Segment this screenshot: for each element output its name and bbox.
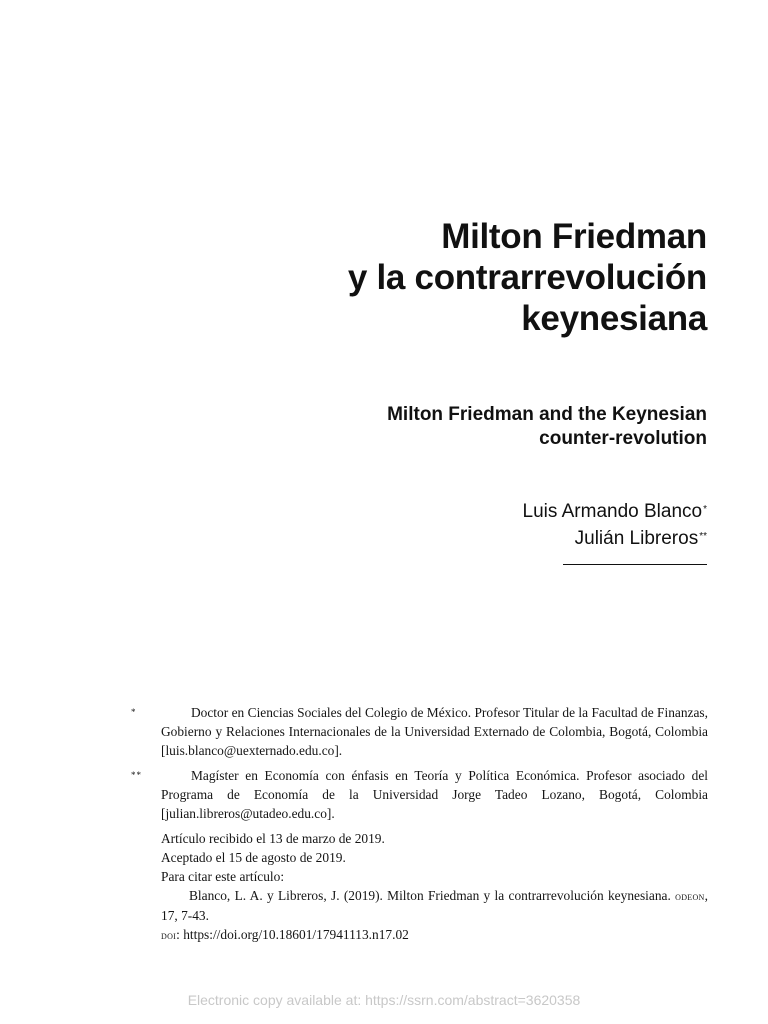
article-title [348, 216, 707, 339]
author-name: Julián Libreros [574, 528, 699, 549]
accepted-date: Aceptado el 15 de agosto de 2019. [161, 850, 346, 865]
cite-label: Para citar este artículo: [161, 869, 285, 884]
author-list [523, 498, 707, 552]
doi-line [161, 925, 708, 945]
footnote-mark: ** [131, 770, 142, 780]
footnotes-block [131, 703, 708, 945]
separator-rule [563, 564, 707, 565]
doi-label: doi [161, 928, 177, 942]
author-name: Luis Armando Blanco [522, 501, 703, 522]
citation-reference: Blanco, L. A. y Libreros, J. (2019). Milton Friedman y la contrarrevolución keynesiana. [189, 888, 671, 903]
citation [161, 886, 708, 925]
title-line-2: y la contrarrevolución [347, 258, 707, 297]
footnote-text: Magíster en Economía con énfasis en Teoría y Política Económica. Profesor asociado del Programa de Economía de la Universidad Jorge Tadeo Lozano, Bogotá, Colombia [julian.libreros@utadeo.edu.co]. [161, 768, 708, 821]
footnote-2 [131, 766, 708, 823]
subtitle-line-1: Milton Friedman and the Keynesian [387, 404, 707, 425]
author-mark: * [703, 504, 707, 515]
author-mark: ** [699, 531, 707, 542]
ssrn-footer: Electronic copy available at: https://ssrn.com/abstract=3620358 [187, 992, 581, 1008]
article-subtitle [387, 403, 707, 451]
subtitle-line-2: counter-revolution [539, 428, 707, 449]
author-1 [523, 498, 707, 525]
title-line-1: Milton Friedman [441, 217, 707, 256]
title-line-3: keynesiana [521, 299, 707, 338]
footnote-1 [131, 703, 708, 760]
author-2 [523, 525, 707, 552]
received-date: Artículo recibido el 13 de marzo de 2019. [161, 831, 385, 846]
journal-name: odeon [675, 889, 705, 903]
footnote-text: Doctor en Ciencias Sociales del Colegio de México. Profesor Titular de la Facultad de Finanzas, Gobierno y Relaciones Internacionales de la Universidad Externado de Colombia, Bogotá, Colombia [luis.blanco@uexternado.edu.co]. [161, 705, 708, 758]
citation-volume: , 17, 7-43. [161, 888, 708, 923]
doi-link[interactable]: : https://doi.org/10.18601/17941113.n17.02 [176, 927, 409, 942]
footnote-mark: * [131, 707, 137, 717]
